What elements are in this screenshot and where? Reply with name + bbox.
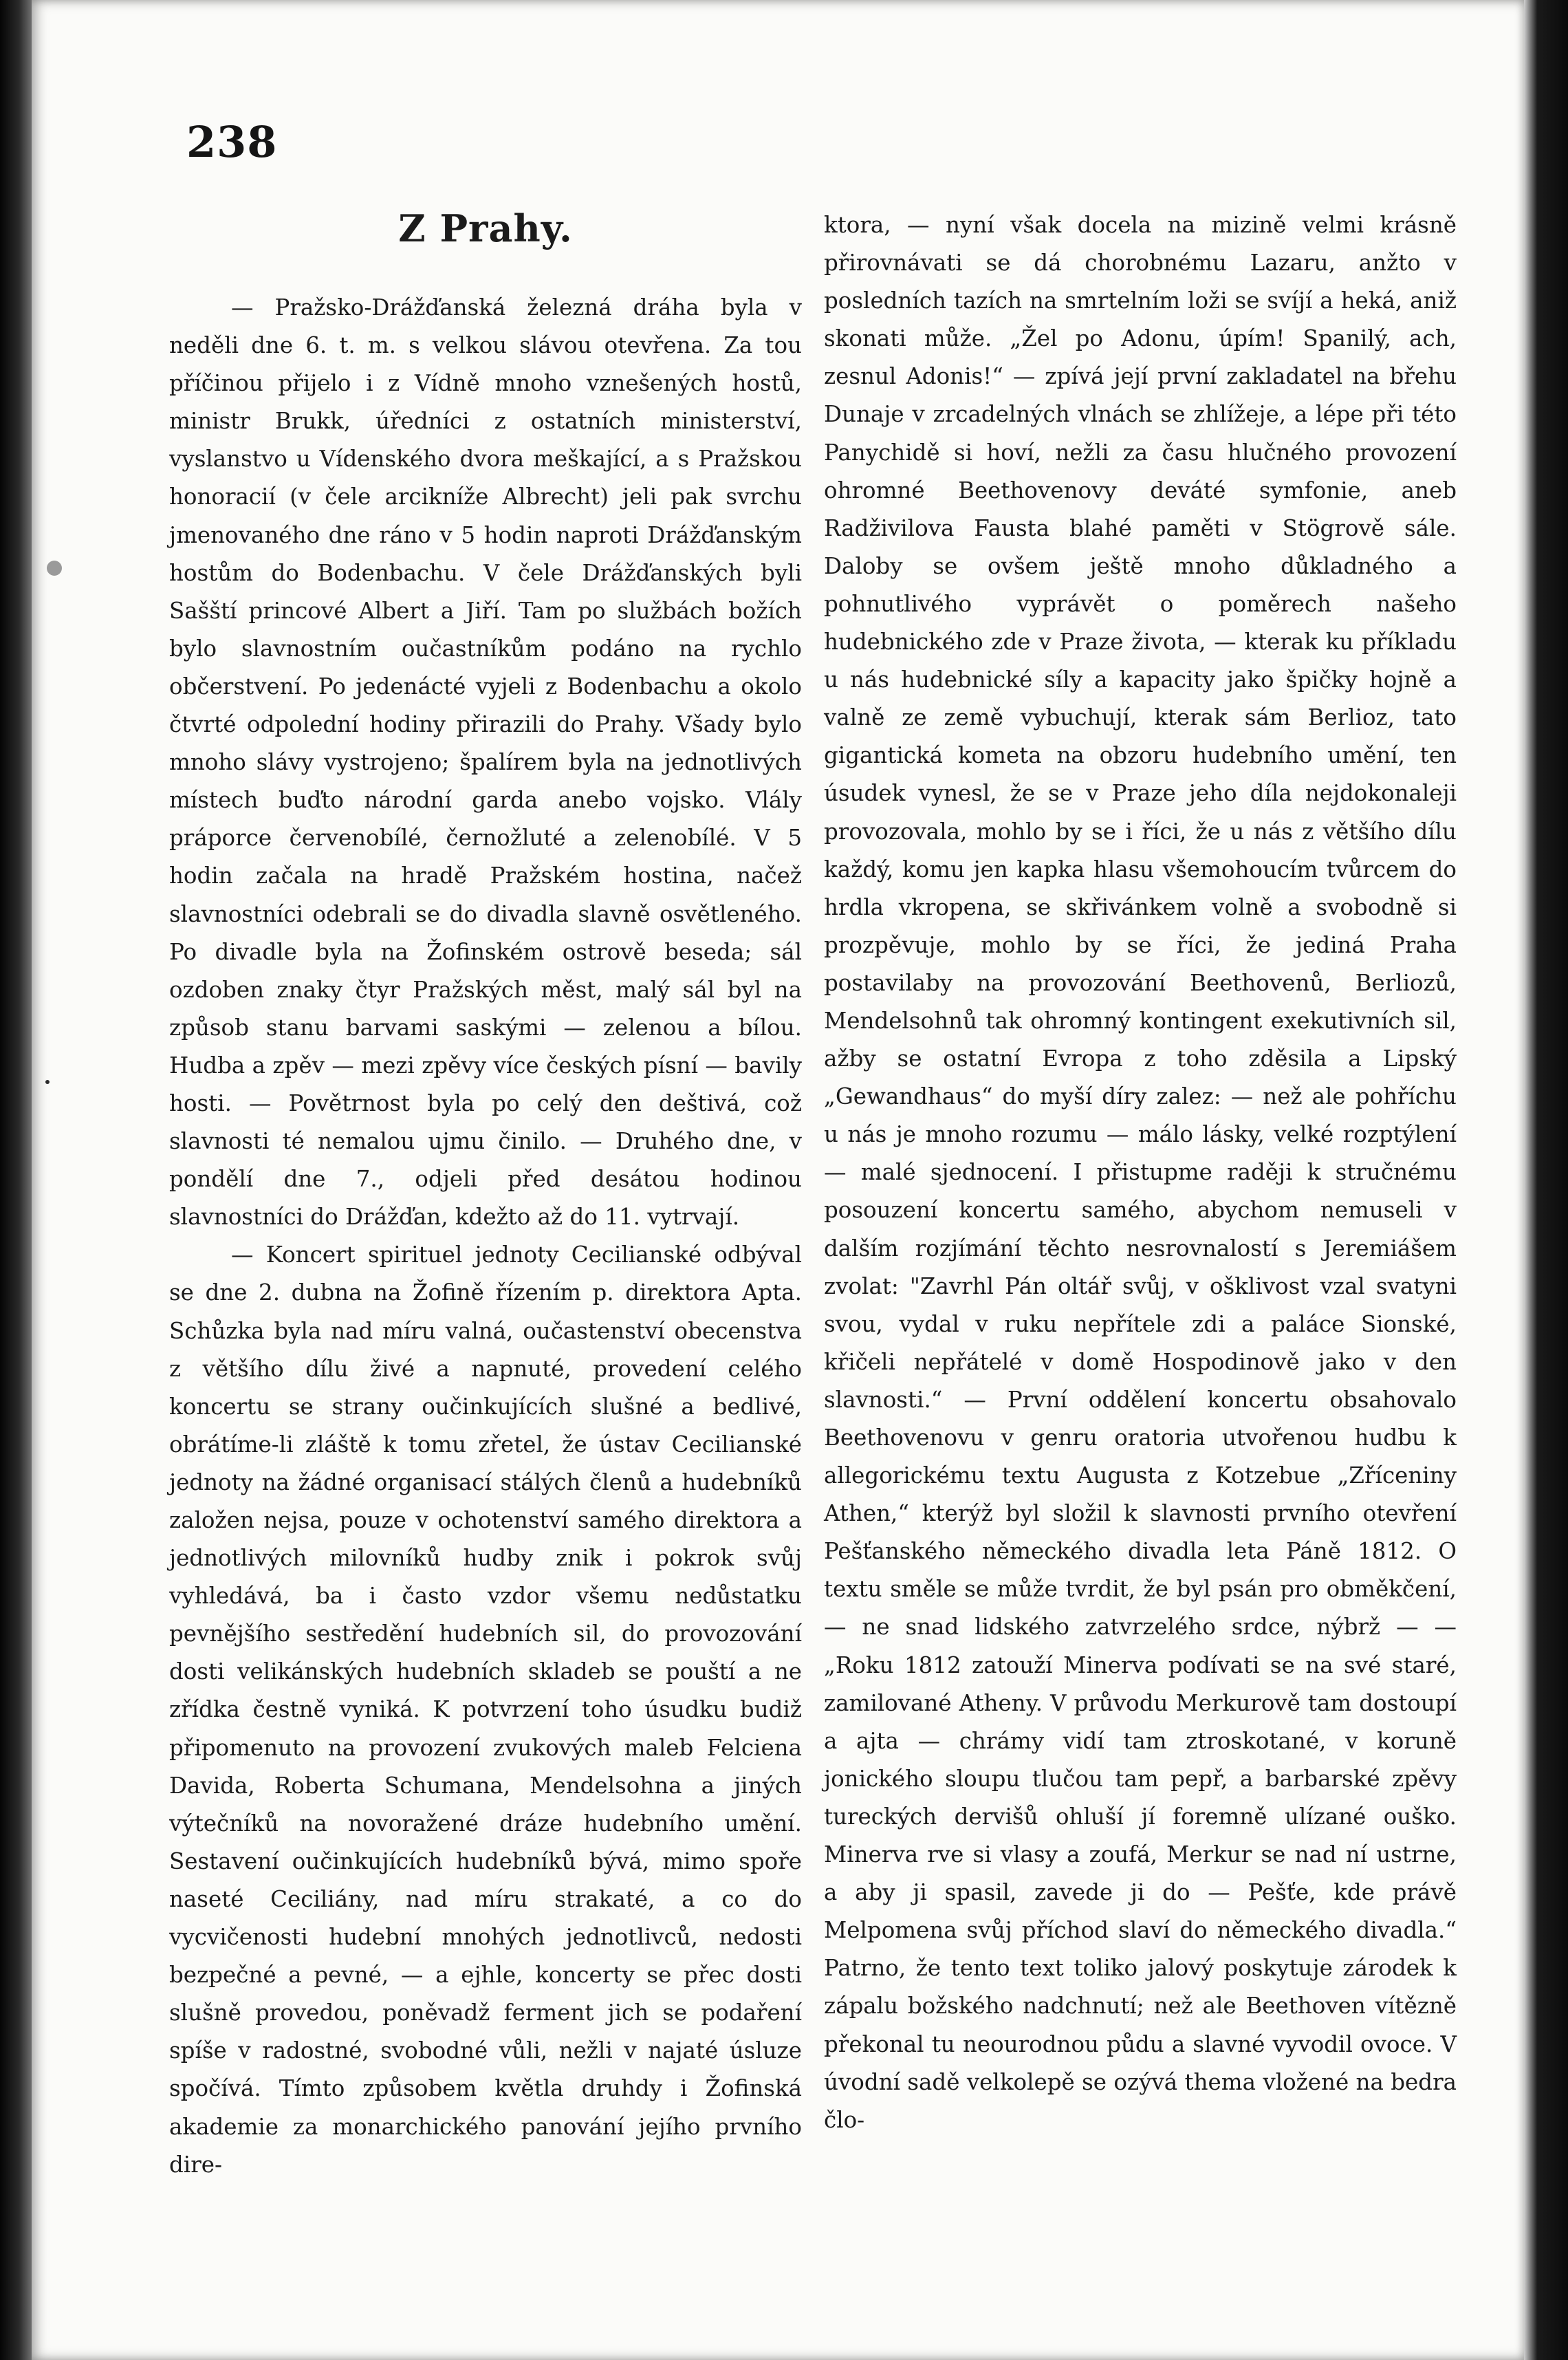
section-heading: Z Prahy. — [398, 206, 573, 250]
article-concert: — Koncert spirituel jednoty Cecilianské odbýval se dne 2. dubna na Žofině řízením p. direktora Apta. Schůzka byla nad míru valná, oučastenství obecenstva z většího dílu živé a napnuté, provedení celého koncertu se strany oučinkujících slušné a bedlivé, obrátíme-li zláště k tomu zřetel, že ústav Cecilianské jednoty na žádné organisací stálých členů a hudebníků založen nejsa, pouze v ochotenství samého direktora a jednotlivých milovníků hudby znik i pokrok svůj vyhledává, ba i často vzdor všemu nedůstatku pevnějšího sestředění hudebních sil, do provozování dosti velikánských hudebních skladeb se pouští a ne zřídka čestně vyniká. K potvrzení toho úsudku budiž připomenuto na provození zvukových maleb Felciena Davida, Roberta Schumana, Mendelsohna a jiných výtečníků na novoražené dráze hudebního umění. Sestavení oučinkujících hudebníků bývá, mimo spoře naseté Ceciliány, nad míru strakaté, a co do vycvičenosti hudební mnohých jednotlivců, nedosti bezpečné a pevné, — a ejhle, koncerty se přec dosti slušně provedou, poněvadž ferment jich se podaření spíše v radostné, svobodné vůli, nežli v najaté úsluze spočívá. Tímto způsobem květla druhdy i Žofinská akademie za monarchického panování jejího prvního dire- — [169, 1242, 802, 2178]
left-column — [169, 206, 802, 2184]
article-railway: — Pražsko-Drážďanská železná dráha byla v neděli dne 6. t. m. s velkou slávou otevřena. Za tou příčinou přijelo i z Vídně mnoho vznešených hostů, ministr Brukk, úředníci z ostatních ministerství, vyslanstvo u Vídenského dvora meškající, a s Pražskou honoracií (v čele arcikníže Albrecht) jeli pak svrchu jmenovaného dne ráno v 5 hodin naproti Drážďanským hostům do Bodenbachu. V čele Drážďanských byli Sašští princové Albert a Jiří. Tam po službách božích bylo slavnostním oučastníkům podáno na rychlo občerstvení. Po jedenácté vyjeli z Bodenbachu a okolo čtvrté odpolední hodiny přirazili do Prahy. Všady bylo mnoho slávy vystrojeno; špalírem byla na jednotlivých místech buďto národní garda anebo vojsko. Vlály práporce červenobílé, černožluté a zelenobílé. V 5 hodin začala na hradě Pražském hostina, načež slavnostníci odebrali se do divadla slavně osvětleného. Po divadle byla na Žofinském ostrově beseda; sál ozdoben znaky čtyr Pražských měst, malý sál byl na způsob stanu barvami saskými — zelenou a bílou. Hudba a zpěv — mezi zpěvy více českých písní — bavily hosti. — Povětrnost byla po celý den deštivá, což slavnosti té nemalou ujmu činilo. — Druhého dne, v pondělí dne 7., odjeli před desátou hodinou slavnostníci do Drážďan, kdežto až do 11. vytrvají. — [169, 294, 802, 1231]
paper-speck — [45, 1080, 50, 1084]
binding-edge — [0, 0, 32, 2360]
scan-edge — [1524, 0, 1568, 2360]
right-column — [824, 206, 1457, 2139]
binding-hole — [47, 561, 62, 576]
page-number: 238 — [186, 117, 278, 167]
article-concert-continued: ktora, — nyní však docela na mizině velmi krásně přirovnávati se dá chorobnému Lazaru, anžto v posledních tazích na smrtelním loži se svíjí a heká, aniž skonati může. „Žel po Adonu, úpím! Spanilý, ach, zesnul Adonis!“ — zpívá její první zakladatel na břehu Dunaje v zrcadelných vlnách se zhlížeje, a lépe při této Panychidě si hoví, nežli za času hlučného provození ohromné Beethovenovy deváté symfonie, aneb Radživilova Fausta blahé paměti v Stögrově sále. Daloby se ovšem ještě mnoho důkladného a pohnutlivého vyprávět o poměrech našeho hudebnického zde v Praze života, — kterak ku příkladu u nás hudebnické síly a kapacity jako špičky hojně a valně ze země vybuchují, kterak sám Berlioz, tato gigantická kometa na obzoru hudebního umění, ten úsudek vynesl, že se v Praze jeho díla nejdokonaleji provozovala, mohlo by se i říci, že u nás z většího dílu každý, komu jen kapka hlasu všemohoucím tvůrcem do hrdla vkropena, se skřivánkem volně a svobodně si prozpěvuje, mohlo by se říci, že jediná Praha postavilaby na provozování Beethovenů, Berliozů, Mendelsohnů tak ohromný kontingent exekutivních sil, ažby se ostatní Evropa z toho zděsila a Lipský „Gewandhaus“ do myší díry zalez: — než ale pohříchu u nás je mnoho rozumu — málo lásky, velké rozptýlení — malé sjednocení. I přistupme raději k stručnému posouzení koncertu samého, abychom nemuseli v dalším rozjímání těchto nesrovnalostí s Jeremiášem zvolat: "Zavrhl Pán oltář svůj, v ošklivost vzal svatyni svou, vydal v ruku nepřítele zdi a paláce Sionské, křičeli nepřátelé v domě Hospodinově jako v den slavnosti.“ — První oddělení koncertu obsahovalo Beethovenovu v genru oratoria utvořenou hudbu k allegorickému textu Augusta z Kotzebue „Zříceniny Athen,“ kterýž byl složil k slavnosti prvního otevření Pešťanského německého divadla leta Páně 1812. O textu směle se může tvrdit, že byl psán pro obměkčení, — ne snad lidského zatvrzelého srdce, nýbrž — — „Roku 1812 zatouží Minerva podívati se na své staré, zamilované Atheny. V průvodu Merkurově tam dostoupí a ajta — chrámy vidí tam ztroskotané, v koruně jonického sloupu tlučou tam pepř, a barbarské zpěvy tureckých dervišů ohluší jí foremně ulízané ouško. Minerva rve si vlasy a zoufá, Merkur se nad ní ustrne, a aby ji spasil, zavede ji do — Pešťe, kde právě Melpomena svůj příchod slaví do německého divadla.“ Patrno, že tento text toliko jalový poskytuje zárodek k zápalu božského nadchnutí; než ale Beethoven vítězně překonal tu neourodnou půdu a slavné vyvodil ovoce. V úvodní sadě velkolepě se ozývá thema vložené na bedra člo- — [824, 212, 1457, 2133]
book-page — [32, 0, 1524, 2360]
